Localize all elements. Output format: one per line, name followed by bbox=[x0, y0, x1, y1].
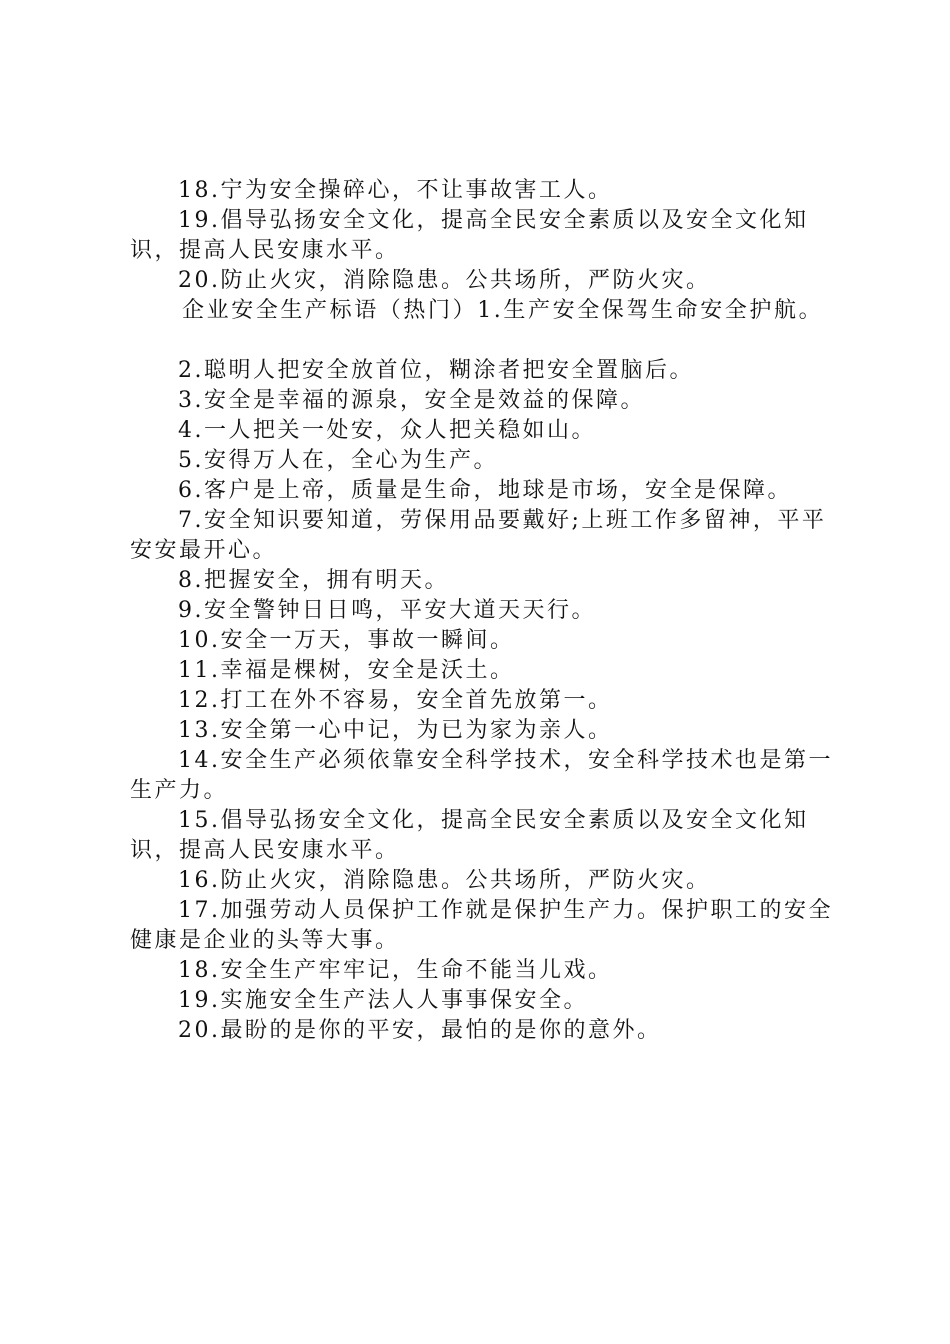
paragraph: 10.安全一万天，事故一瞬间。 bbox=[178, 628, 515, 653]
paragraph: 16.防止火灾，消除隐患。公共场所，严防火灾。 bbox=[178, 868, 711, 893]
document-body bbox=[130, 176, 835, 1046]
paragraph: 18.宁为安全操碎心，不让事故害工人。 bbox=[178, 178, 613, 203]
paragraph: 12.打工在外不容易，安全首先放第一。 bbox=[178, 688, 613, 713]
paragraph: 14.安全生产必须依靠安全科学技术，安全科学技术也是第一生产力。 bbox=[130, 748, 833, 803]
paragraph: 13.安全第一心中记，为已为家为亲人。 bbox=[178, 718, 613, 743]
paragraph: 6.客户是上帝，质量是生命，地球是市场，安全是保障。 bbox=[178, 478, 792, 503]
paragraph: 19.倡导弘扬安全文化，提高全民安全素质以及安全文化知识，提高人民安康水平。 bbox=[130, 208, 809, 263]
paragraph: 20.最盼的是你的平安，最怕的是你的意外。 bbox=[178, 1018, 662, 1043]
paragraph: 3.安全是幸福的源泉，安全是效益的保障。 bbox=[178, 388, 645, 413]
paragraph: 8.把握安全，拥有明天。 bbox=[178, 568, 449, 593]
paragraph: 11.幸福是棵树，安全是沃土。 bbox=[178, 658, 515, 683]
section-heading-paragraph: 企业安全生产标语（热门）1.生产安全保驾生命安全护航。 bbox=[182, 298, 824, 323]
paragraph: 20.防止火灾，消除隐患。公共场所，严防火灾。 bbox=[178, 268, 711, 293]
paragraph: 17.加强劳动人员保护工作就是保护生产力。保护职工的安全健康是企业的头等大事。 bbox=[130, 898, 833, 953]
paragraph: 2.聪明人把安全放首位，糊涂者把安全置脑后。 bbox=[178, 358, 694, 383]
paragraph: 19.实施安全生产法人人事事保安全。 bbox=[178, 988, 588, 1013]
paragraph: 5.安得万人在，全心为生产。 bbox=[178, 448, 498, 473]
paragraph: 18.安全生产牢牢记，生命不能当儿戏。 bbox=[178, 958, 613, 983]
paragraph: 9.安全警钟日日鸣，平安大道天天行。 bbox=[178, 598, 596, 623]
paragraph: 15.倡导弘扬安全文化，提高全民安全素质以及安全文化知识，提高人民安康水平。 bbox=[130, 808, 809, 863]
paragraph: 7.安全知识要知道，劳保用品要戴好;上班工作多留神，平平安安最开心。 bbox=[130, 508, 827, 563]
paragraph: 4.一人把关一处安，众人把关稳如山。 bbox=[178, 418, 596, 443]
